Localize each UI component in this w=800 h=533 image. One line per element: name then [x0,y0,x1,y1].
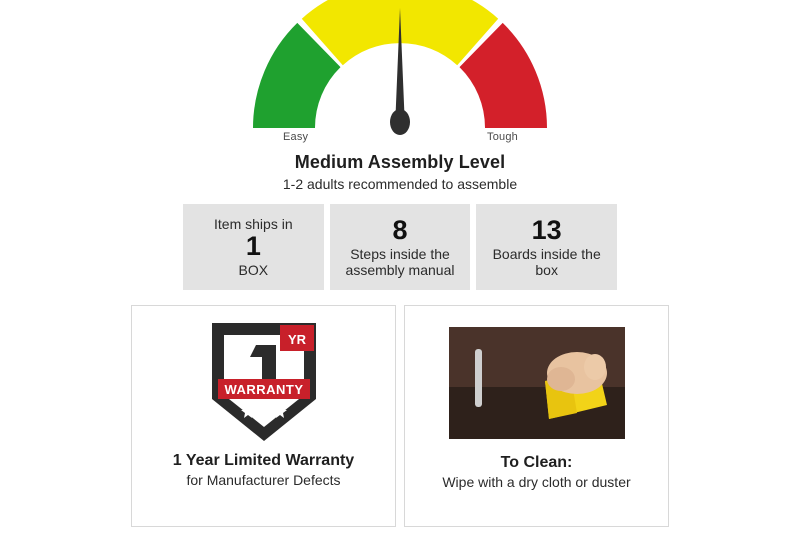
clean-card-title: To Clean: [500,454,573,471]
gauge-svg [235,0,565,150]
warranty-graphic [204,320,324,446]
stat-bottom-label: Steps inside the assembly manual [345,245,455,278]
assembly-level-heading: Medium Assembly Level [294,152,506,172]
gauge-label-tough: Tough [487,131,518,143]
clean-graphic [449,320,625,446]
assembly-difficulty-gauge [0,0,800,150]
stat-value: 1 [245,231,261,262]
warranty-badge-word: WARRANTY [223,382,304,397]
gauge-label-easy: Easy [283,131,309,143]
cards-row [131,305,669,527]
warranty-shield-icon [204,319,324,447]
stat-box-steps [330,204,471,290]
stat-bottom-label: Boards inside the box [492,245,601,278]
clean-card [404,305,669,527]
stat-value: 13 [531,214,562,245]
stat-bottom-label: BOX [238,261,269,278]
assembly-level-subheading: 1-2 adults recommended to assemble [282,176,518,192]
stat-top-label: Item ships in [214,215,293,232]
stat-box-boards [476,204,617,290]
warranty-card-title: 1 Year Limited Warranty [172,452,355,469]
stat-value: 8 [392,214,408,245]
stat-box-ships-in [183,204,324,290]
stats-row [183,204,617,290]
cleaning-cloth-photo [449,327,625,439]
clean-card-subtitle: Wipe with a dry cloth or duster [442,474,631,490]
gauge-needle-hub [390,109,410,135]
warranty-badge-year: YR [287,332,306,347]
warranty-card-subtitle: for Manufacturer Defects [186,472,341,488]
warranty-card [131,305,396,527]
